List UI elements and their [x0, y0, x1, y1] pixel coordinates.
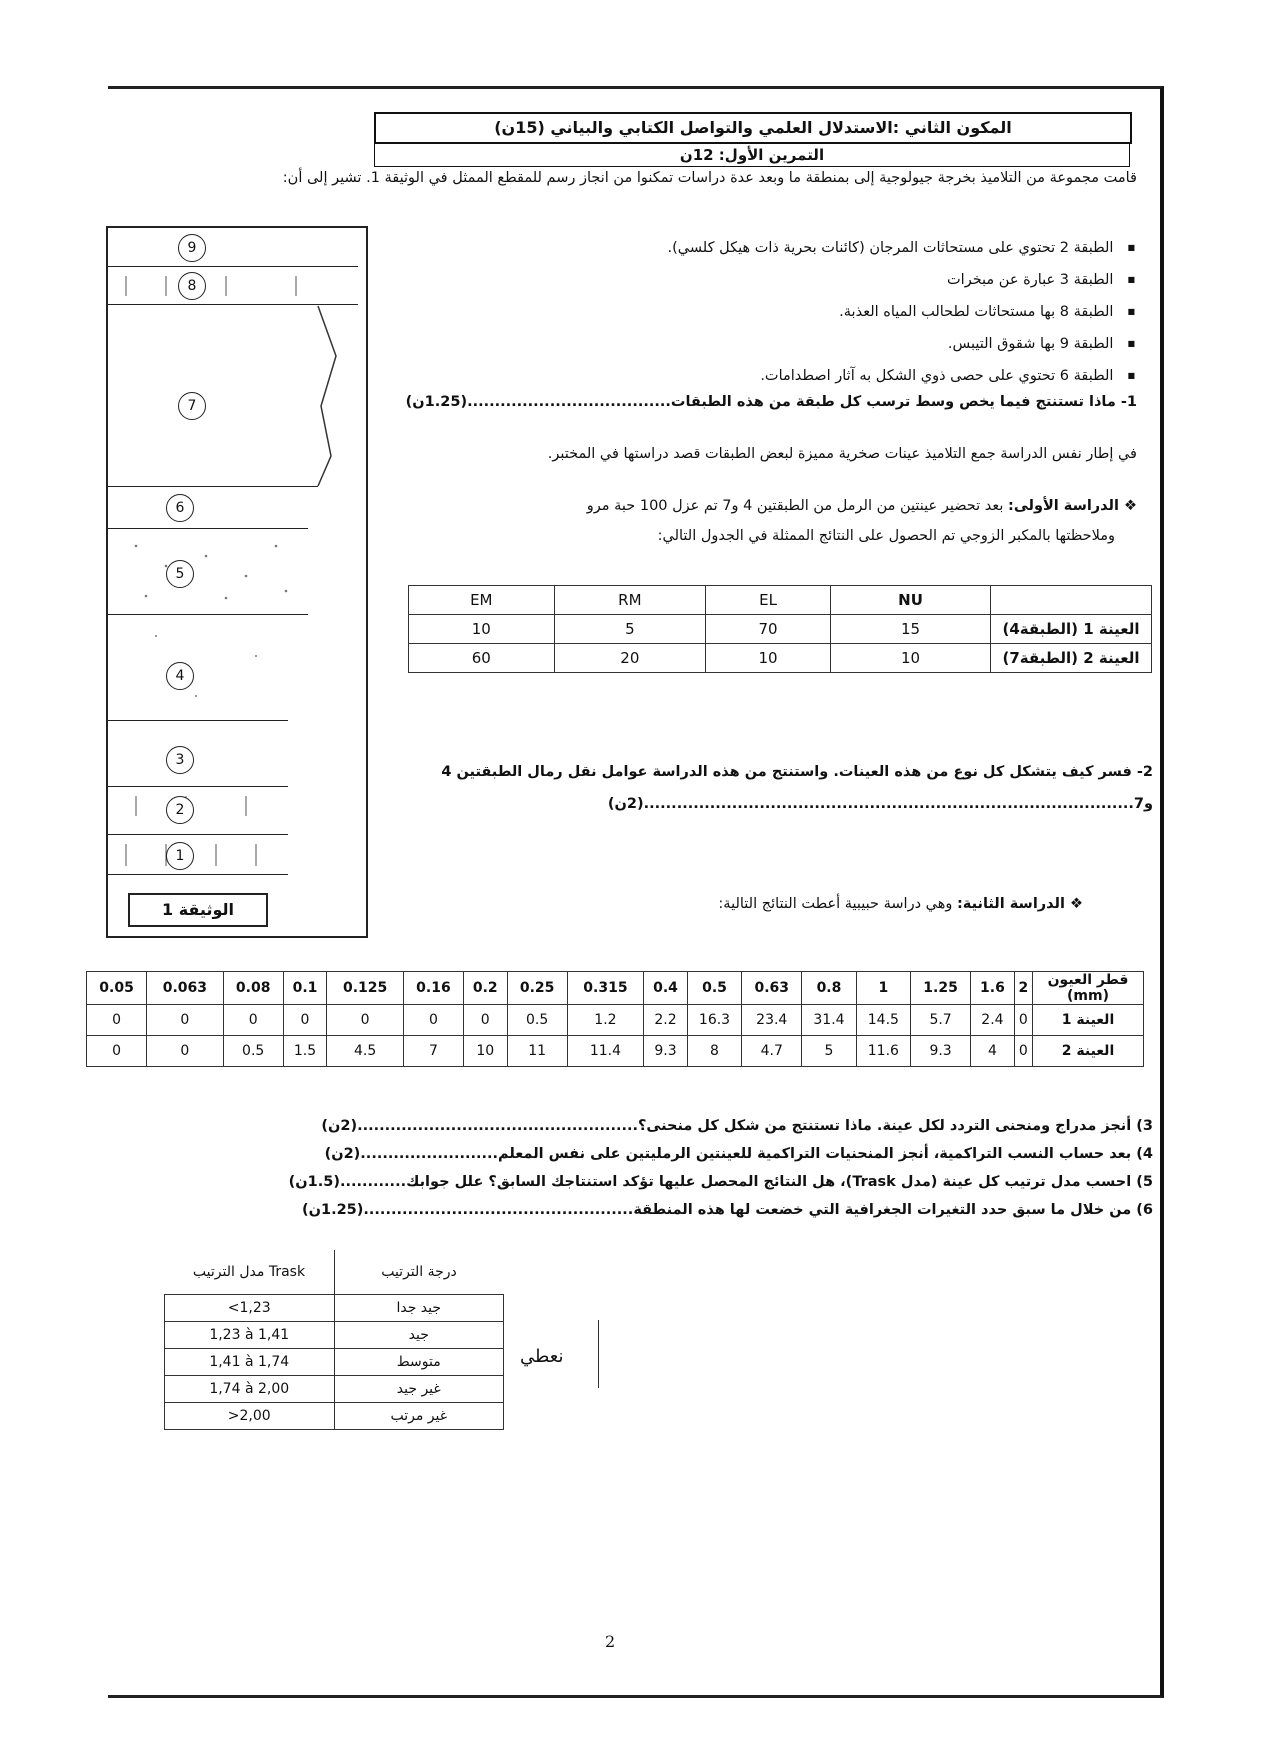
cell: 0 [1014, 1036, 1032, 1067]
cell: 1,23 à 1,41 [165, 1322, 335, 1349]
col-header: NU [831, 586, 991, 615]
stratigraphic-column [106, 226, 366, 936]
cell: 9.3 [911, 1036, 971, 1067]
study-1 [377, 498, 1137, 514]
layer-label-1: 1 [166, 842, 194, 870]
diameter-cell: 0.08 [223, 972, 283, 1005]
cell: 10 [706, 644, 831, 673]
cell: 10 [463, 1036, 507, 1067]
cell: 14.5 [856, 1005, 910, 1036]
morphoscopy-table [408, 585, 1152, 673]
layer-label-6: 6 [166, 494, 194, 522]
layer-label-9: 9 [178, 234, 206, 262]
col-header: EM [409, 586, 555, 615]
cell: متوسط [334, 1349, 504, 1376]
study-1-line2: وملاحظتها بالمكبر الزوجي تم الحصول على النتائج الممثلة في الجدول التالي: [657, 528, 1115, 544]
layer-observations [495, 232, 1135, 392]
cell: 11.6 [856, 1036, 910, 1067]
cell: 4.5 [327, 1036, 404, 1067]
layer-label-5: 5 [166, 560, 194, 588]
cell: 7 [403, 1036, 463, 1067]
question-4: 4) بعد حساب النسب التراكمية، أنجز المنحنيات التراكمية للعينتين الرمليتين على نفس المعلم.........................(2ن) [324, 1146, 1153, 1162]
diameter-cell: 2 [1014, 972, 1032, 1005]
table-row [409, 644, 1152, 673]
intro-text: قامت مجموعة من التلاميذ بخرجة جيولوجية إلى بمنطقة ما وبعد عدة دراسات تمكنوا من انجاز رسم للمقطع الممثل في الوثيقة 1. تشير إلى أن: [282, 170, 1137, 186]
row-header-label: قطر العيون (mm) [1033, 972, 1144, 1005]
given-label: نعطي [520, 1346, 564, 1367]
question-6: 6) من خلال ما سبق حدد التغيرات الجغرافية التي خضعت لها هذه المنطقة.................................................(1.25ن) [301, 1202, 1153, 1218]
diameter-cell: 0.8 [802, 972, 856, 1005]
cell: 0.5 [223, 1036, 283, 1067]
cell: 0 [463, 1005, 507, 1036]
layer-label-2: 2 [166, 796, 194, 824]
cell: 20 [554, 644, 706, 673]
observation-item: ■ الطبقة 9 بها شقوق التيبس. [495, 328, 1135, 360]
cell: 0 [147, 1036, 224, 1067]
diameter-cell: 0.25 [507, 972, 567, 1005]
cell: 10 [831, 644, 991, 673]
row-label: العينة 1 [1033, 1005, 1144, 1036]
cell: 4.7 [742, 1036, 802, 1067]
cell: 2.4 [971, 1005, 1015, 1036]
cell: جيد [334, 1322, 504, 1349]
cell: 0 [87, 1036, 147, 1067]
cell: 15 [831, 615, 991, 644]
diameter-cell: 0.4 [644, 972, 688, 1005]
cell: 1.5 [283, 1036, 327, 1067]
cell: جيد جدا [334, 1295, 504, 1322]
layer-label-3: 3 [166, 746, 194, 774]
diameter-cell: 0.125 [327, 972, 404, 1005]
page-number: 2 [605, 1632, 616, 1651]
question-2-line1: 2- فسر كيف يتشكل كل نوع من هذه العينات. واستنتج من هذه الدراسة عوامل نقل رمال الطبقتين 4 [441, 764, 1153, 780]
observation-item: ■ الطبقة 6 تحتوي على حصى ذوي الشكل به آثار اصطدامات. [495, 360, 1135, 392]
study-2 [483, 896, 1083, 912]
diameter-cell: 1.6 [971, 972, 1015, 1005]
cell: 0 [1014, 1005, 1032, 1036]
cell: <1,23 [165, 1295, 335, 1322]
table-row [165, 1349, 504, 1376]
diameter-cell: 1 [856, 972, 910, 1005]
diameter-cell: 1.25 [911, 972, 971, 1005]
cell: 5.7 [911, 1005, 971, 1036]
study-1-line1: بعد تحضير عينتين من الرمل من الطبقتين 4 و7 تم عزل 100 حبة مرو [586, 498, 1004, 514]
diameter-cell: 0.063 [147, 972, 224, 1005]
diameter-cell: 0.315 [567, 972, 644, 1005]
diameter-cell: 0.5 [687, 972, 741, 1005]
cell: 0 [283, 1005, 327, 1036]
cell: غير جيد [334, 1376, 504, 1403]
row-label: العينة 1 (الطبقة4) [991, 615, 1152, 644]
cell: 11.4 [567, 1036, 644, 1067]
layer-label-7: 7 [178, 392, 206, 420]
brace [598, 1320, 609, 1388]
cell: 0.5 [507, 1005, 567, 1036]
table-row [165, 1322, 504, 1349]
exercise-title: التمرين الأول: 12ن [374, 143, 1130, 167]
cell: 31.4 [802, 1005, 856, 1036]
cell: 16.3 [687, 1005, 741, 1036]
grade-header: درجة الترتيب [334, 1250, 504, 1295]
cell: 0 [327, 1005, 404, 1036]
layer-label-4: 4 [166, 662, 194, 690]
observation-item: ■ الطبقة 3 عبارة عن مبخرات [495, 264, 1135, 296]
document-caption: الوثيقة 1 [128, 893, 268, 927]
col-header [991, 586, 1152, 615]
cell: 11 [507, 1036, 567, 1067]
cell: 0 [87, 1005, 147, 1036]
question-3: 3) أنجز مدراج ومنحنى التردد لكل عينة. ماذا تستنتج من شكل كل منحنى؟...................................................(2ن) [321, 1118, 1153, 1134]
question-5: 5) احسب مدل ترتيب كل عينة (مدل Trask)، هل النتائج المحصل عليها تؤكد استنتاجك السابق؟ علل جوابك............(1.5ن) [288, 1174, 1153, 1190]
col-header: RM [554, 586, 706, 615]
column-texture [106, 226, 364, 934]
cell: 4 [971, 1036, 1015, 1067]
diameter-cell: 0.16 [403, 972, 463, 1005]
diameter-cell: 0.05 [87, 972, 147, 1005]
table-row [165, 1295, 504, 1322]
cell: 23.4 [742, 1005, 802, 1036]
layer-label-8: 8 [178, 272, 206, 300]
cell: 1,41 à 1,74 [165, 1349, 335, 1376]
context-text: في إطار نفس الدراسة جمع التلاميذ عينات صخرية مميزة لبعض الطبقات قصد دراستها في المختبر. [547, 446, 1137, 462]
cell: 10 [409, 615, 555, 644]
cell: >2,00 [165, 1403, 335, 1430]
cell: 0 [223, 1005, 283, 1036]
study-1-title: ❖ الدراسة الأولى: [1008, 498, 1137, 514]
table-row [165, 1403, 504, 1430]
cell: غير مرتب [334, 1403, 504, 1430]
observation-item: ■ الطبقة 2 تحتوي على مستحاثات المرجان (كائنات بحرية ذات هيكل كلسي). [495, 232, 1135, 264]
col-header: EL [706, 586, 831, 615]
diameter-cell: 0.63 [742, 972, 802, 1005]
cell: 1,74 à 2,00 [165, 1376, 335, 1403]
cell: 2.2 [644, 1005, 688, 1036]
table-row [409, 615, 1152, 644]
row-label: العينة 2 (الطبقة7) [991, 644, 1152, 673]
table-row [87, 1005, 1144, 1036]
trask-table [164, 1250, 504, 1430]
row-label: العينة 2 [1033, 1036, 1144, 1067]
cell: 9.3 [644, 1036, 688, 1067]
diameter-row [87, 972, 1144, 1005]
cell: 60 [409, 644, 555, 673]
cell: 70 [706, 615, 831, 644]
cell: 5 [802, 1036, 856, 1067]
study-2-title: ❖ الدراسة الثانية: [957, 896, 1083, 912]
diameter-cell: 0.2 [463, 972, 507, 1005]
cell: 0 [147, 1005, 224, 1036]
cell: 8 [687, 1036, 741, 1067]
index-header: مدل الترتيب Trask [165, 1250, 335, 1295]
diameter-cell: 0.1 [283, 972, 327, 1005]
question-2-line2: و7.........................................................................................(2ن) [607, 796, 1153, 812]
table-row [87, 1036, 1144, 1067]
observation-item: ■ الطبقة 8 بها مستحاثات لطحالب المياه العذبة. [495, 296, 1135, 328]
cell: 5 [554, 615, 706, 644]
cell: 0 [403, 1005, 463, 1036]
section-title: المكون الثاني :الاستدلال العلمي والتواصل الكتابي والبياني (15ن) [374, 112, 1132, 144]
question-1: 1- ماذا تستنتج فيما يخص وسط ترسب كل طبقة من هذه الطبقات.....................................(1.25ن) [405, 394, 1137, 410]
granulometry-table [86, 971, 1144, 1067]
cell: 1.2 [567, 1005, 644, 1036]
table-row [165, 1376, 504, 1403]
study-2-text: وهي دراسة حبيبية أعطت النتائج التالية: [718, 896, 953, 912]
